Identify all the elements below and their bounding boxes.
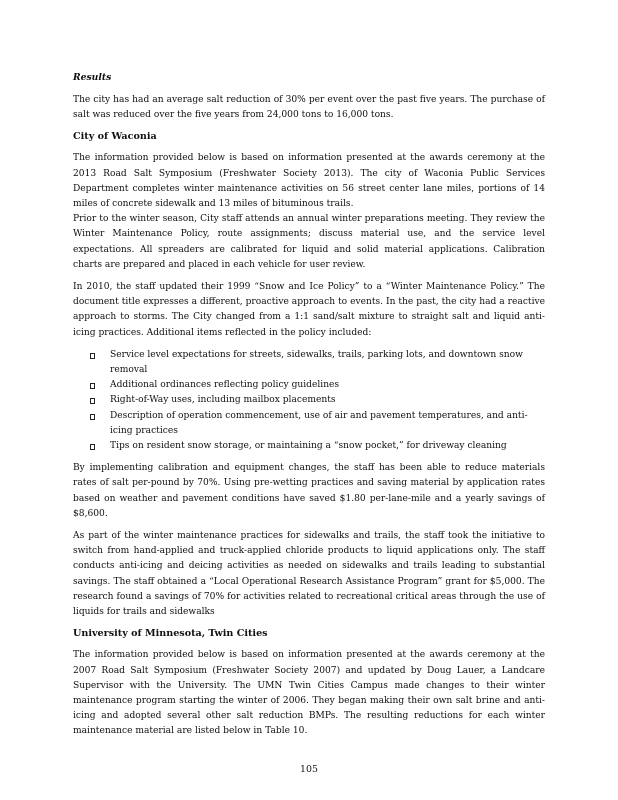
- list-item-text: Tips on resident snow storage, or maintaining a “snow pocket,” for driveway cleaning: [110, 441, 507, 452]
- page-number: 105: [300, 764, 318, 775]
- list-item-text: Service level expectations for streets, sidewalks, trails, parking lots, and downtown snow removal: [110, 349, 523, 376]
- bullet-icon: [90, 383, 95, 389]
- waconia-paragraph-5: As part of the winter maintenance practices for sidewalks and trails, the staff took the initiative to switch from hand-applied and truck-applied chloride products to liquid applications only. The staff conducts anti-icing and deicing activities as needed on sidewalks and trails leading to substantial savings. The staff obtained a “Local Operational Research Assistance Program” grant for $5,000. The research found a savings of 70% for activities related to recreational critical areas through the use of liquids for trails and sidewalks: [73, 531, 545, 618]
- bullet-icon: [90, 353, 95, 359]
- list-item-text: Description of operation commencement, use of air and pavement temperatures, and anti-icing practices: [110, 410, 528, 436]
- umn-heading: University of Minnesota, Twin Cities: [73, 628, 268, 640]
- bullet-icon: [90, 398, 95, 404]
- list-item: [73, 378, 545, 393]
- bullet-icon: [90, 414, 95, 420]
- list-item: [73, 409, 545, 439]
- waconia-paragraph-1: The information provided below is based on information presented at the awards ceremony at the 2013 Road Salt Symposium (Freshwater Society 2013). The city of Waconia Public Services Department completes winter maintenance activities on 56 street center lane miles, portions of 14 miles of concrete sidewalk and 13 miles of bituminous trails.: [73, 153, 545, 210]
- policy-items-list: [73, 348, 545, 454]
- bullet-icon: [90, 444, 95, 450]
- list-item-text: Right-of-Way uses, including mailbox placements: [110, 395, 336, 406]
- page-content: [73, 72, 545, 747]
- list-item: [73, 348, 545, 378]
- list-item: [73, 393, 545, 408]
- waconia-heading: City of Waconia: [73, 131, 157, 143]
- waconia-paragraph-4: By implementing calibration and equipment changes, the staff has been able to reduce materials rates of salt per-pound by 70%. Using pre-wetting practices and saving material by application rates based on weather and pavement conditions have saved $1.80 per-lane-mile and a yearly savings of $8,600.: [73, 463, 545, 519]
- waconia-paragraph-2: Prior to the winter season, City staff attends an annual winter preparations meeting. They review the Winter Maintenance Policy, route assignments; discuss material use, and the service level expectations. All spreaders are calibrated for liquid and solid material applications. Calibration charts are prepared and placed in each vehicle for user review.: [73, 214, 545, 270]
- results-paragraph: The city has had an average salt reduction of 30% per event over the past five years. The purchase of salt was reduced over the five years from 24,000 tons to 16,000 tons.: [73, 95, 545, 121]
- umn-paragraph: The information provided below is based on information presented at the awards ceremony at the 2007 Road Salt Symposium (Freshwater Society 2007) and updated by Doug Lauer, a Landcare Supervisor with the University. The UMN Twin Cities Campus made changes to their winter maintenance program starting the winter of 2006. They began making their own salt brine and anti-icing and adopted several other salt reduction BMPs. The resulting reductions for each winter maintenance material are listed below in Table 10.: [73, 650, 545, 737]
- list-item-text: Additional ordinances reflecting policy guidelines: [110, 380, 340, 391]
- waconia-paragraph-3: In 2010, the staff updated their 1999 “Snow and Ice Policy” to a “Winter Maintenance Policy.” The document title expresses a different, proactive approach to events. In the past, the city had a reactive approach to storms. The City changed from a 1:1 sand/salt mixture to straight salt and liquid anti-icing practices. Additional items reflected in the policy included:: [73, 282, 545, 338]
- list-item: [73, 439, 545, 454]
- results-heading: Results: [73, 72, 112, 83]
